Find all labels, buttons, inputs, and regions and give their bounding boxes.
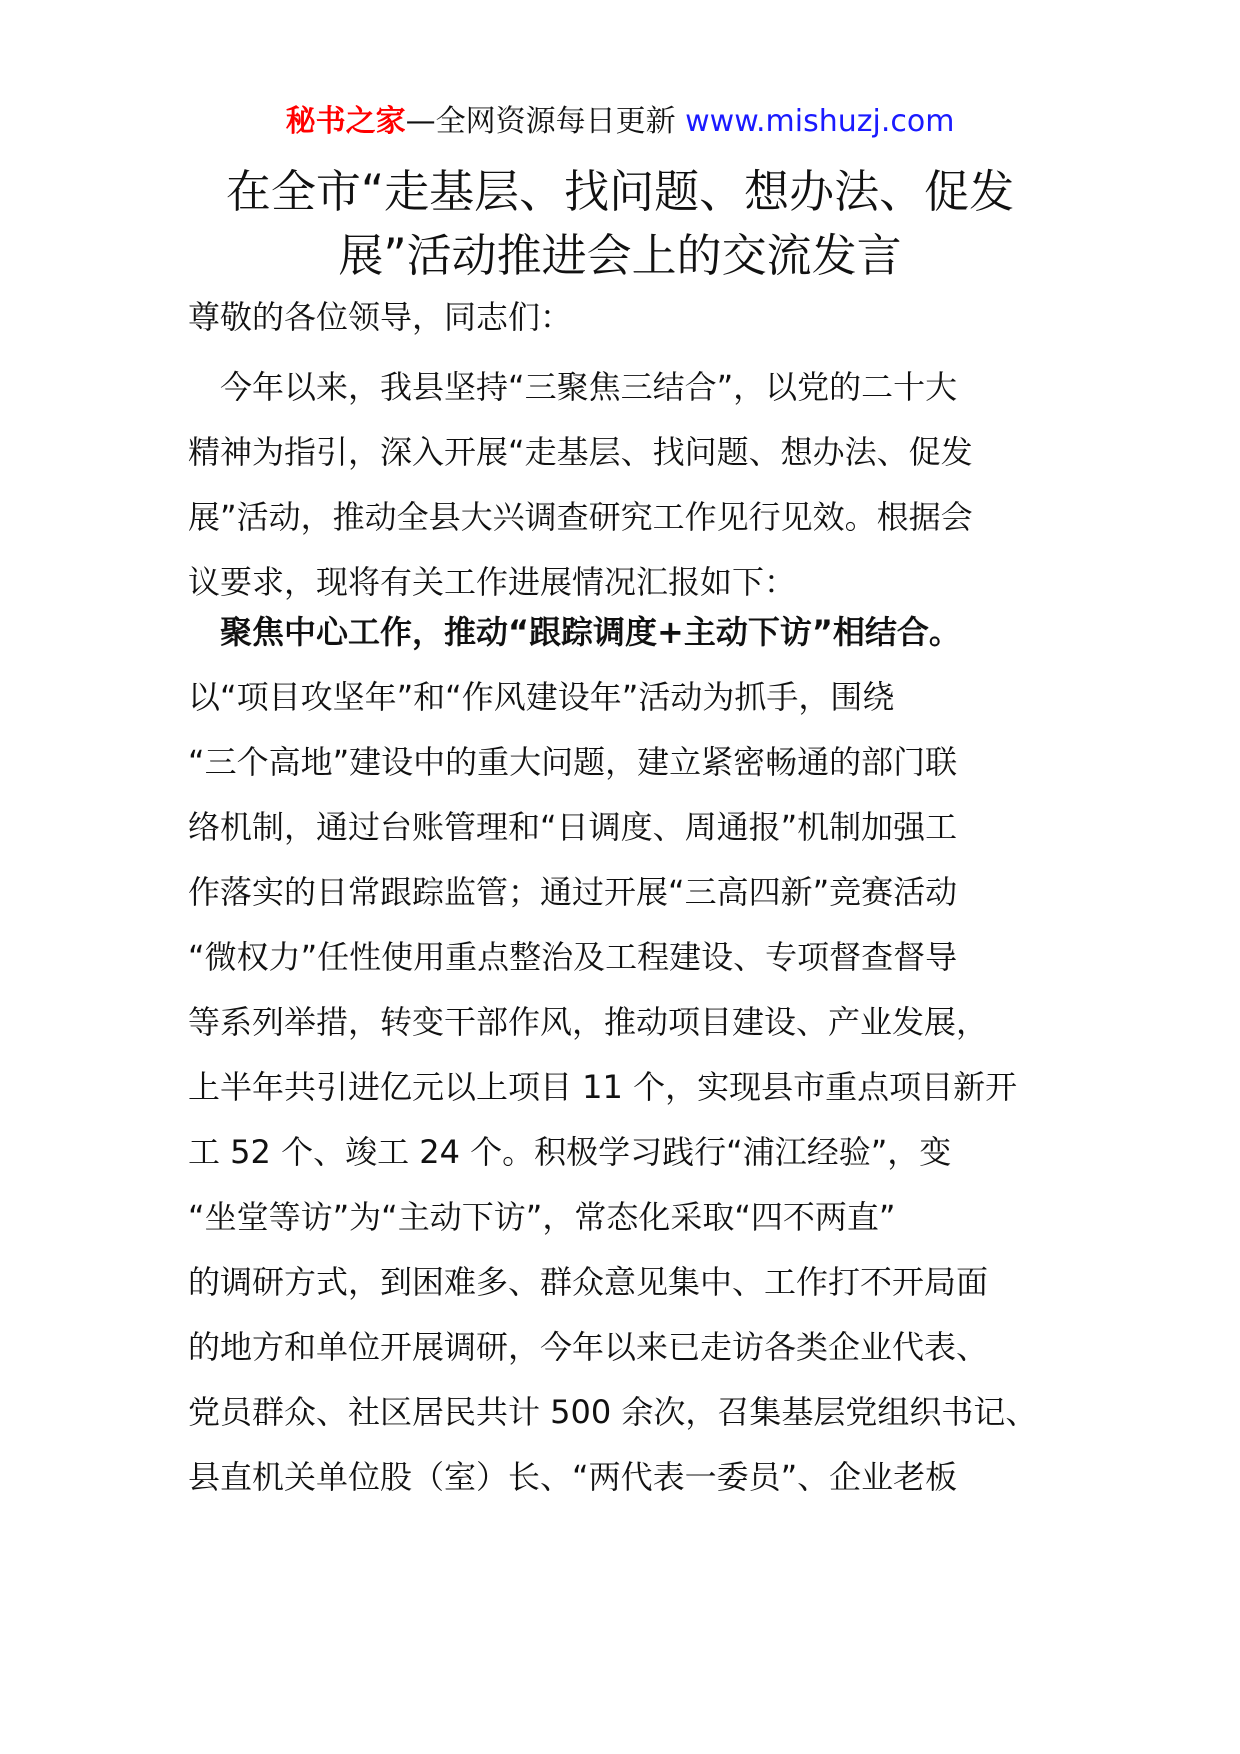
site-tagline: —全网资源每日更新 <box>405 104 686 139</box>
title-line: 在全市“走基层、找问题、想办法、促发 <box>225 165 1015 218</box>
paragraph-line: 的地方和单位开展调研，今年以来已走访各类企业代表、 <box>188 1328 989 1366</box>
paragraph-intro <box>188 355 1068 615</box>
brand-name: 秘书之家 <box>285 104 406 139</box>
paragraph-line: 今年以来，我县坚持“三聚焦三结合”，以党的二十大 <box>188 368 958 406</box>
paragraph-line: 县直机关单位股（室）长、“两代表一委员”、企业老板 <box>188 1458 958 1496</box>
salutation: 尊敬的各位领导，同志们： <box>188 298 573 336</box>
paragraph-focus-work <box>188 600 1068 1510</box>
site-url-link[interactable]: www.mishuzj.com <box>685 104 955 139</box>
paragraph-line: “微权力”任性使用重点整治及工程建设、专项督查督导 <box>188 938 958 976</box>
paragraph-line: 等系列举措，转变干部作风，推动项目建设、产业发展， <box>188 1003 989 1041</box>
paragraph-line: “坐堂等访”为“主动下访”，常态化采取“四不两直” <box>188 1198 896 1236</box>
section-heading: 聚焦中心工作，推动“跟踪调度+主动下访”相结合。 <box>188 613 961 651</box>
site-header <box>0 100 1240 144</box>
paragraph-line: 络机制，通过台账管理和“日调度、周通报”机制加强工 <box>188 808 958 846</box>
paragraph-line: 精神为指引，深入开展“走基层、找问题、想办法、促发 <box>188 433 973 471</box>
paragraph-line: “三个高地”建设中的重大问题，建立紧密畅通的部门联 <box>188 743 958 781</box>
paragraph-line: 党员群众、社区居民共计 500 余次，召集基层党组织书记、 <box>188 1393 1038 1431</box>
paragraph-line: 工 52 个、竣工 24 个。积极学习践行“浦江经验”，变 <box>188 1133 952 1171</box>
paragraph-line: 上半年共引进亿元以上项目 11 个，实现县市重点项目新开 <box>188 1068 1018 1106</box>
salutation-block <box>188 285 1068 350</box>
document-title <box>100 160 1140 288</box>
paragraph-line: 议要求，现将有关工作进展情况汇报如下： <box>188 563 797 601</box>
paragraph-line: 的调研方式，到困难多、群众意见集中、工作打不开局面 <box>188 1263 989 1301</box>
paragraph-line: 以“项目攻坚年”和“作风建设年”活动为抓手，围绕 <box>188 678 895 716</box>
paragraph-line: 展”活动，推动全县大兴调查研究工作见行见效。根据会 <box>188 498 973 536</box>
paragraph-line: 作落实的日常跟踪监管；通过开展“三高四新”竞赛活动 <box>188 873 958 911</box>
title-line: 展”活动推进会上的交流发言 <box>338 229 902 282</box>
